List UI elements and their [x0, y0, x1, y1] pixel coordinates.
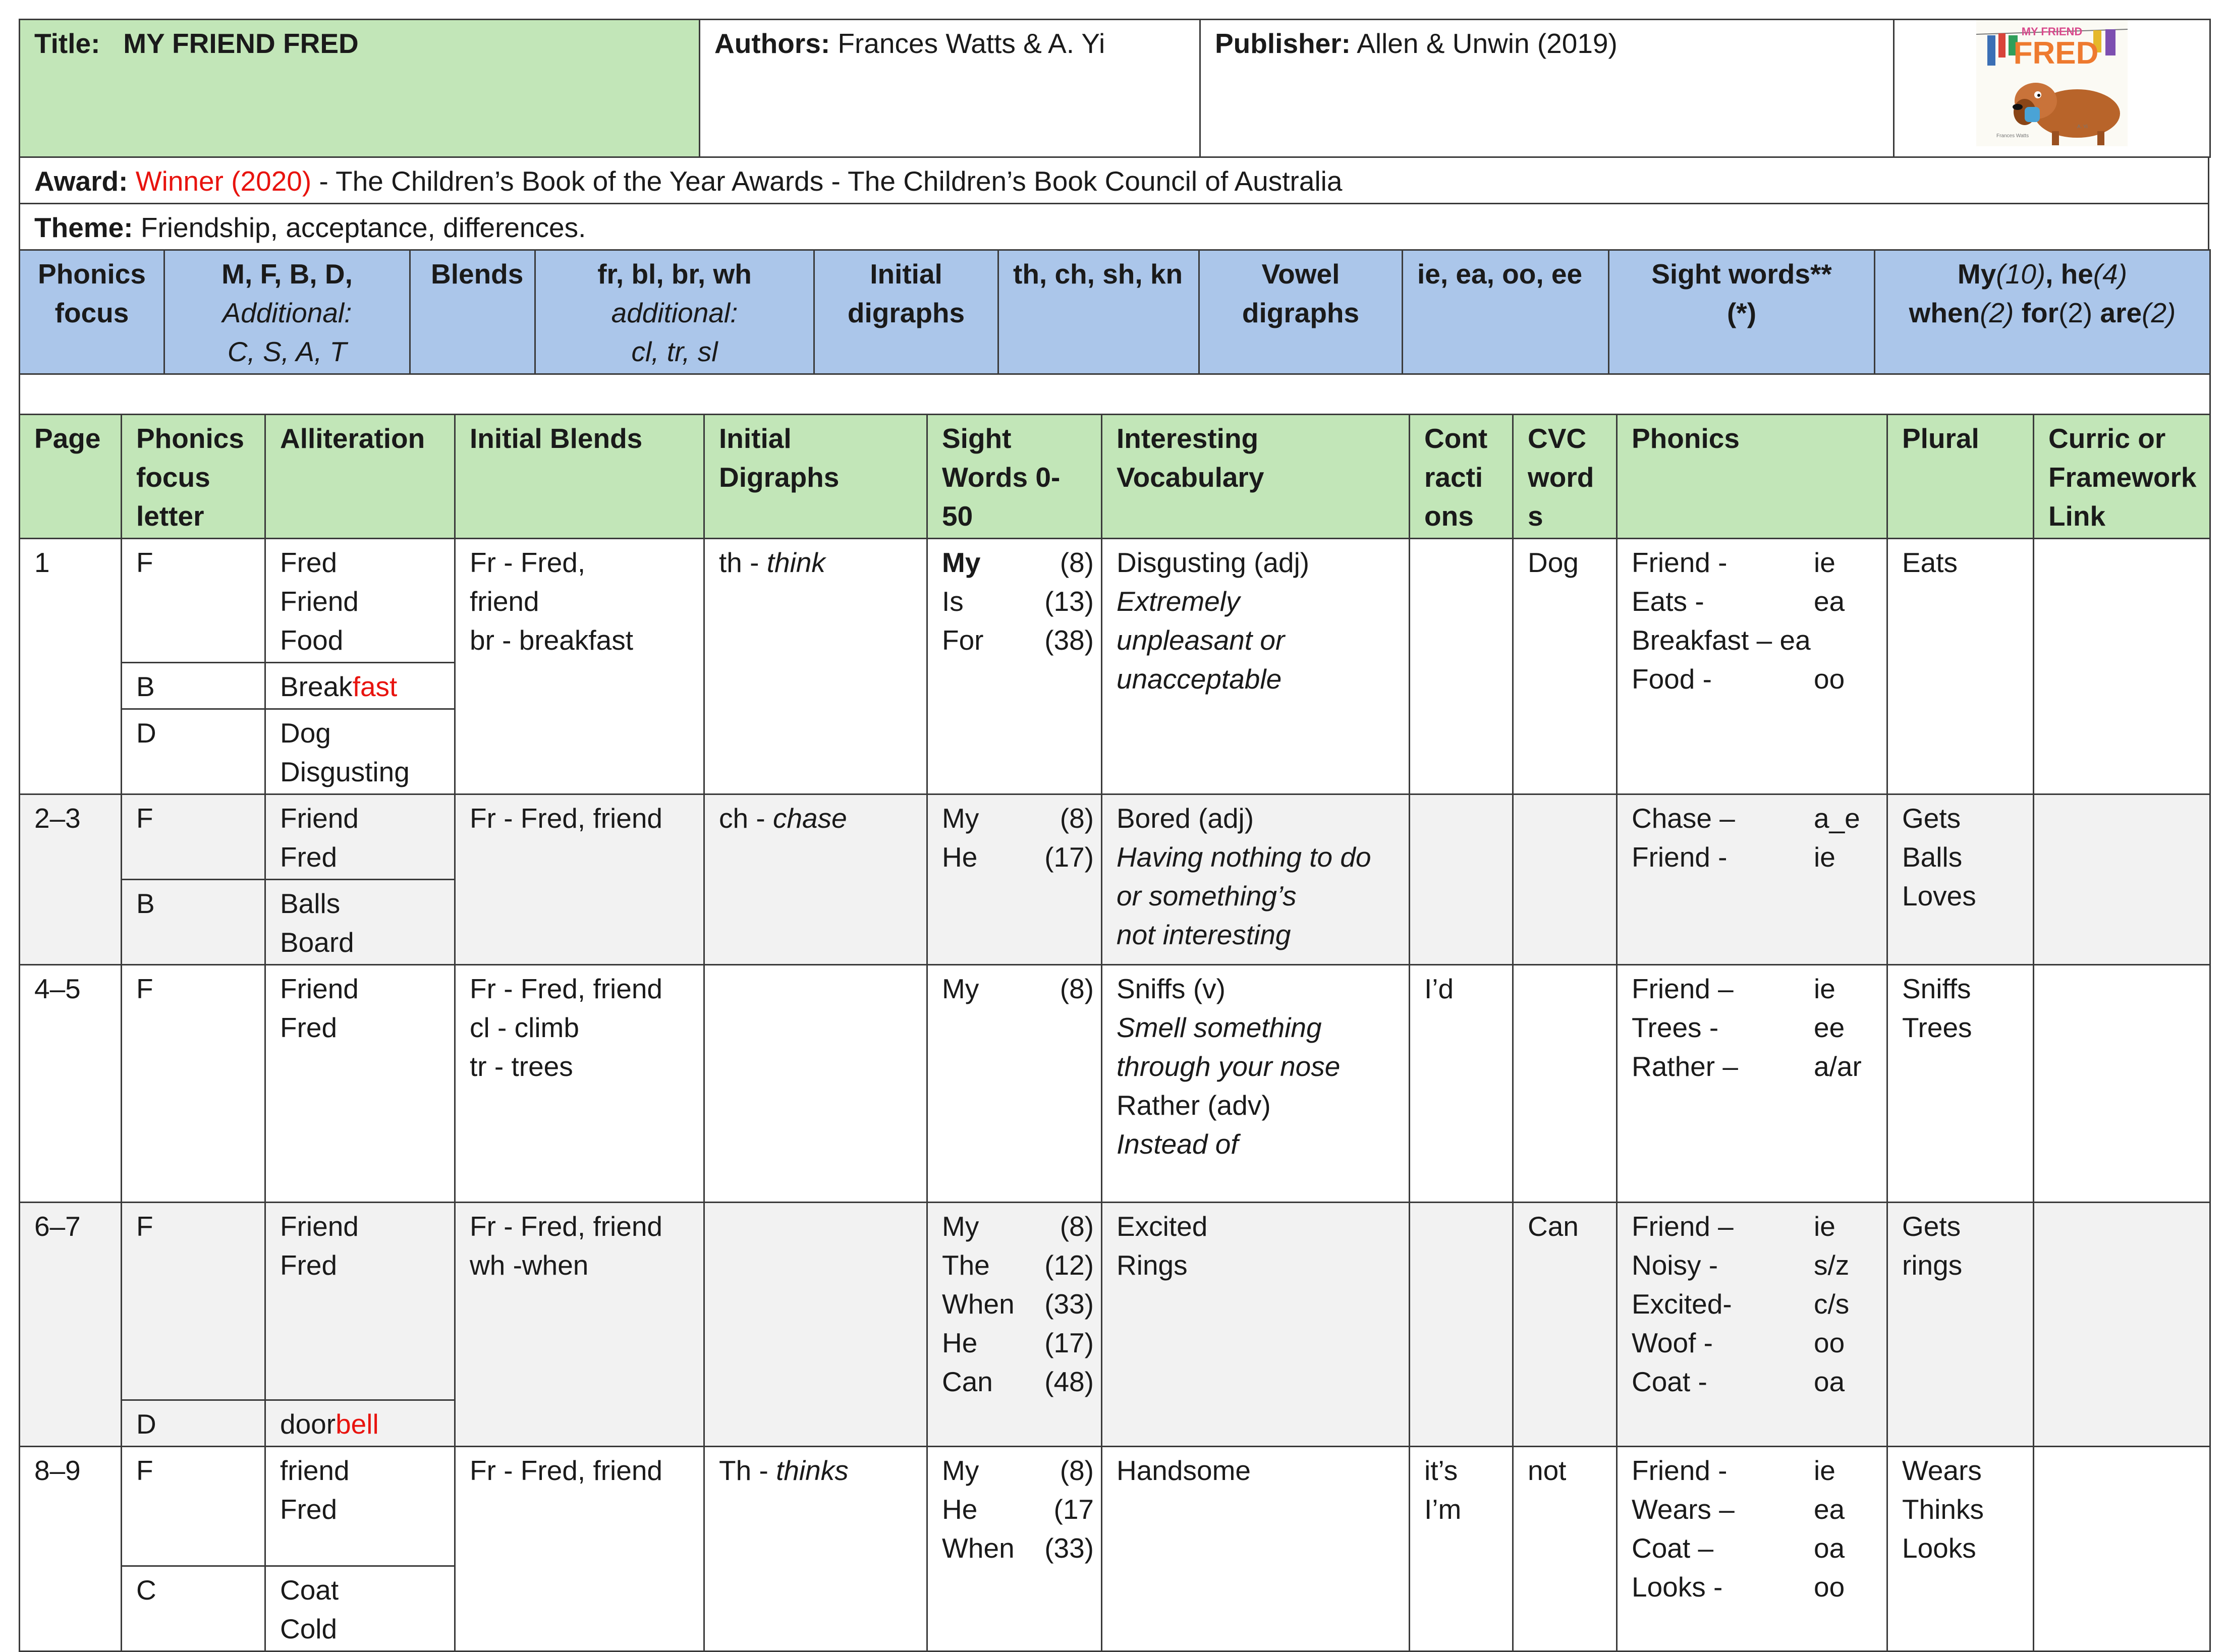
phonics-word: Friend - — [1632, 1455, 1728, 1486]
plural-word: rings — [1902, 1249, 1963, 1281]
sight-word-count: (38) — [1044, 624, 1094, 656]
alliteration-word: Disgusting — [280, 756, 410, 787]
sight-word-line — [942, 543, 1094, 582]
initial-blends — [455, 1203, 704, 1447]
col-interesting-vocabulary: Interesting Vocabulary — [1102, 415, 1410, 539]
sight-word-count: (8) — [1060, 1455, 1094, 1486]
alliteration-words — [265, 880, 455, 965]
award-highlight: Winner (2020) — [135, 165, 312, 197]
phonics-word: Eats - — [1632, 586, 1704, 617]
sight-words — [927, 1203, 1102, 1447]
phonics-line — [1632, 1207, 1879, 1246]
digraph-line — [719, 1451, 919, 1490]
initial-digraph — [704, 794, 927, 965]
phonics-word: Wears – — [1632, 1494, 1735, 1525]
plural-words — [1887, 1447, 2034, 1651]
interesting-vocabulary — [1102, 794, 1410, 965]
sight-word: For — [942, 624, 984, 656]
sight-word-count: (13) — [1044, 586, 1094, 617]
phonics-sound: ie — [1814, 547, 1835, 578]
publisher-cell: Publisher: Allen & Unwin (2019) — [1200, 20, 1894, 157]
initial-digraph — [704, 965, 927, 1203]
phonics-sound: s/z — [1814, 1249, 1850, 1281]
sight-word-count: (17) — [1044, 841, 1094, 873]
sight-word-count: (8) — [1060, 803, 1094, 834]
vocab-line: Smell something — [1117, 1012, 1322, 1043]
phonics-line — [1632, 621, 1879, 660]
curric-link — [2034, 539, 2210, 794]
alliteration-words — [265, 794, 455, 880]
phonics-sound: ie — [1814, 841, 1835, 873]
sight-word-line — [942, 799, 1094, 838]
alliteration-word: Fred — [280, 841, 338, 873]
focus-initial-digraphs: th, ch, sh, kn — [998, 250, 1199, 374]
sight-word-line — [942, 1207, 1094, 1246]
phonics-word: Coat – — [1632, 1532, 1714, 1564]
col-page: Page — [20, 415, 122, 539]
col-cvc-words: CVC word s — [1513, 415, 1617, 539]
focus-letter: B — [122, 880, 265, 965]
phonics-word: Breakfast – ea — [1632, 624, 1811, 656]
focus-letter: B — [122, 663, 265, 709]
sight-word: He — [942, 841, 978, 873]
sight-word: Can — [942, 1366, 993, 1397]
blends-label: Blends — [410, 250, 535, 374]
sight-word: My — [942, 1211, 979, 1242]
cvc-word: Can — [1528, 1211, 1579, 1242]
plural-words — [1887, 965, 2034, 1203]
focus-letter: F — [122, 794, 265, 880]
table-row — [20, 794, 2210, 880]
phonics-word: Friend – — [1632, 973, 1734, 1004]
phonics — [1617, 794, 1887, 965]
digraph-line — [719, 543, 919, 582]
interesting-vocabulary — [1102, 1203, 1410, 1447]
plural-word: Wears — [1902, 1455, 1982, 1486]
initial-digraph — [704, 1203, 927, 1447]
blend-line: tr - trees — [470, 1051, 573, 1082]
sight-word: My — [942, 973, 979, 1004]
sight-words — [927, 965, 1102, 1203]
alliteration-word: Dog — [280, 717, 331, 749]
svg-text:A. Yi: A. Yi — [2077, 124, 2088, 130]
plural-word: Trees — [1902, 1012, 1972, 1043]
col-phonics-focus-letter: Phonics focus letter — [122, 415, 265, 539]
phonics-line — [1632, 1246, 1879, 1285]
phonics-line — [1632, 838, 1879, 877]
plural-words — [1887, 1203, 2034, 1447]
table-row — [20, 965, 2210, 1203]
sight-word-count: (33) — [1044, 1532, 1094, 1564]
alliteration-word: Board — [280, 927, 354, 958]
svg-text:Frances Watts: Frances Watts — [1996, 133, 2029, 139]
table-row — [20, 539, 2210, 663]
phonics-sound: ie — [1814, 973, 1835, 1004]
initial-blends — [455, 965, 704, 1203]
alliteration-words — [265, 709, 455, 794]
contractions — [1410, 965, 1513, 1203]
alliteration-word: Cold — [280, 1613, 338, 1644]
alliteration-word: Fred — [280, 1494, 338, 1525]
plural-words — [1887, 794, 2034, 965]
focus-letter: F — [122, 965, 265, 1203]
contractions — [1410, 794, 1513, 965]
plural-word: Gets — [1902, 1211, 1961, 1242]
plural-word: Eats — [1902, 547, 1958, 578]
focus-letter: F — [122, 1203, 265, 1400]
book-cover-image — [1976, 20, 2128, 146]
contractions — [1410, 539, 1513, 794]
plural-word: Balls — [1902, 841, 1963, 873]
contractions — [1410, 1447, 1513, 1651]
phonics-line — [1632, 1047, 1879, 1086]
svg-text:MY FRIEND: MY FRIEND — [2021, 25, 2083, 38]
sight-word: My — [942, 803, 979, 834]
focus-blends: fr, bl, br, wh additional: cl, tr, sl — [535, 250, 814, 374]
phonics-sound: a_e — [1814, 803, 1860, 834]
phonics-line — [1632, 660, 1879, 699]
vocab-line: or something’s — [1117, 880, 1297, 912]
sight-word: When — [942, 1288, 1015, 1320]
spacer-row — [20, 374, 2210, 415]
blend-line: friend — [470, 586, 539, 617]
phonics-line — [1632, 1008, 1879, 1047]
sight-word: He — [942, 1327, 978, 1358]
sight-word-count: (17) — [1044, 1327, 1094, 1358]
phonics-sound: ea — [1814, 586, 1845, 617]
sight-word-count: (17 — [1053, 1494, 1094, 1525]
sight-word-line — [942, 838, 1094, 877]
sight-word-line — [942, 1324, 1094, 1362]
sight-word-count: (48) — [1044, 1366, 1094, 1397]
phonics-sound — [1814, 621, 1879, 660]
vocab-line: Rather (adv) — [1117, 1090, 1271, 1121]
alliteration-words — [265, 1400, 455, 1447]
column-header-row — [20, 415, 2210, 539]
sight-word-count: (8) — [1060, 547, 1094, 578]
alliteration-word: Fred — [280, 547, 338, 578]
word-part: Break — [280, 671, 353, 702]
vocab-line: Disgusting (adj) — [1117, 547, 1310, 578]
vocab-line: Having nothing to do — [1117, 841, 1371, 873]
phonics-sound: ie — [1814, 1455, 1835, 1486]
phonics-sound: oo — [1814, 1571, 1845, 1603]
vocab-line: Excited — [1117, 1211, 1208, 1242]
blend-line: Fr - Fred, friend — [470, 973, 663, 1004]
page-number: 1 — [20, 539, 122, 794]
sight-words — [927, 539, 1102, 794]
alliteration-words — [265, 965, 455, 1203]
initial-blends — [455, 794, 704, 965]
initial-digraph — [704, 1447, 927, 1651]
vocab-line: unacceptable — [1117, 663, 1282, 695]
plural-words — [1887, 539, 2034, 794]
alliteration-word: Fred — [280, 1012, 338, 1043]
sight-word: When — [942, 1532, 1015, 1564]
vocab-line: through your nose — [1117, 1051, 1341, 1082]
col-phonics: Phonics — [1617, 415, 1887, 539]
phonics-focus-label: Phonics focus — [20, 250, 164, 374]
phonics-sound: ie — [1814, 1211, 1835, 1242]
sight-word-line — [942, 970, 1094, 1008]
page-number: 8–9 — [20, 1447, 122, 1651]
phonics-word: Friend - — [1632, 841, 1728, 873]
sight-word-line — [942, 1362, 1094, 1401]
phonics-sound: a/ar — [1814, 1051, 1862, 1082]
phonics-sound: oo — [1814, 1327, 1845, 1358]
phonics — [1617, 539, 1887, 794]
focus-letter: D — [122, 709, 265, 794]
focus-letter: F — [122, 539, 265, 663]
phonics-sound: c/s — [1814, 1288, 1850, 1320]
plural-word: Gets — [1902, 803, 1961, 834]
phonics-word: Rather – — [1632, 1051, 1738, 1082]
curric-link — [2034, 965, 2210, 1203]
alliteration-word: Friend — [280, 803, 359, 834]
vocab-line: Extremely — [1117, 586, 1240, 617]
theme-cell: Theme: Friendship, acceptance, differences. — [20, 204, 2209, 250]
contraction: I’m — [1424, 1494, 1462, 1525]
sight-word-line — [942, 1490, 1094, 1529]
alliteration-word: Friend — [280, 586, 359, 617]
sight-words — [927, 1447, 1102, 1651]
phonics — [1617, 1203, 1887, 1447]
alliteration-words — [265, 663, 455, 709]
analysis-rows — [20, 539, 2210, 1651]
alliteration-word — [280, 667, 447, 706]
vocab-line: Instead of — [1117, 1128, 1239, 1160]
interesting-vocabulary — [1102, 539, 1410, 794]
cvc-word: Dog — [1528, 547, 1579, 578]
focus-vowel-digraphs: ie, ea, oo, ee — [1403, 250, 1609, 374]
sight-word-line — [942, 1529, 1094, 1568]
plural-word: Loves — [1902, 880, 1976, 912]
sight-words-label: Sight words** (*) — [1609, 250, 1875, 374]
page-number: 2–3 — [20, 794, 122, 965]
sight-word-line — [942, 1285, 1094, 1324]
cvc-words — [1513, 965, 1617, 1203]
sight-word-count: (33) — [1044, 1288, 1094, 1320]
sight-words — [927, 794, 1102, 965]
blend-line: Fr - Fred, — [470, 547, 586, 578]
phonics-word: Noisy - — [1632, 1249, 1718, 1281]
alliteration-word: Coat — [280, 1574, 339, 1606]
title-cell: Title: MY FRIEND FRED — [20, 20, 700, 157]
analysis-table — [19, 414, 2211, 1652]
phonics-sound: ee — [1814, 1012, 1845, 1043]
sight-word-line — [942, 621, 1094, 660]
phonics-word: Excited- — [1632, 1288, 1732, 1320]
vocab-line: unpleasant or — [1117, 624, 1285, 656]
contraction: I’d — [1424, 973, 1454, 1004]
initial-digraphs-label: Initial digraphs — [814, 250, 998, 374]
book-title: MY FRIEND FRED — [123, 28, 359, 59]
col-initial-digraphs: Initial Digraphs — [704, 415, 927, 539]
initial-blends — [455, 1447, 704, 1651]
word-part: bell — [336, 1408, 379, 1440]
phonics-line — [1632, 799, 1879, 838]
phonics — [1617, 965, 1887, 1203]
phonics-line — [1632, 543, 1879, 582]
digraph-word: chase — [772, 803, 847, 834]
cvc-words — [1513, 1203, 1617, 1447]
blend-line: Fr - Fred, friend — [470, 1211, 663, 1242]
phonics-word: Trees - — [1632, 1012, 1719, 1043]
sight-word: Is — [942, 586, 964, 617]
table-row — [20, 1447, 2210, 1566]
alliteration-word: friend — [280, 1455, 350, 1486]
sight-word-line — [942, 1246, 1094, 1285]
phonics-word: Coat - — [1632, 1366, 1707, 1397]
initial-digraph — [704, 539, 927, 794]
phonics-word: Woof - — [1632, 1327, 1713, 1358]
cvc-words — [1513, 794, 1617, 965]
digraph-line — [719, 799, 919, 838]
cvc-words — [1513, 539, 1617, 794]
focus-sight-words: My(10), he(4) when(2) for(2) are(2) — [1875, 250, 2210, 374]
blend-line: cl - climb — [470, 1012, 579, 1043]
phonics-sound: oa — [1814, 1532, 1845, 1564]
sight-word: He — [942, 1494, 978, 1525]
vocab-line: Sniffs (v) — [1117, 973, 1226, 1004]
alliteration-word: Friend — [280, 1211, 359, 1242]
col-contractions: Cont racti ons — [1410, 415, 1513, 539]
blend-line: Fr - Fred, friend — [470, 803, 663, 834]
digraph-word: thinks — [776, 1455, 849, 1486]
vocab-line: Handsome — [1117, 1455, 1251, 1486]
curric-link — [2034, 1447, 2210, 1651]
sight-word-line — [942, 1451, 1094, 1490]
phonics-word: Looks - — [1632, 1571, 1723, 1603]
phonics — [1617, 1447, 1887, 1651]
header-table — [19, 19, 2211, 158]
svg-text:FRED: FRED — [2013, 36, 2099, 71]
vocab-line: not interesting — [1117, 919, 1291, 950]
table-row — [20, 1203, 2210, 1400]
phonics-word: Friend – — [1632, 1211, 1734, 1242]
phonics-sound: oo — [1814, 663, 1845, 695]
alliteration-word: Food — [280, 624, 344, 656]
digraph-prefix: ch - — [719, 803, 773, 834]
interesting-vocabulary — [1102, 965, 1410, 1203]
word-part: fast — [352, 671, 398, 702]
phonics-line — [1632, 582, 1879, 621]
phonics-line — [1632, 1451, 1879, 1490]
phonics-sound: oa — [1814, 1366, 1845, 1397]
focus-letter: F — [122, 1447, 265, 1566]
col-initial-blends: Initial Blends — [455, 415, 704, 539]
vocab-line: Rings — [1117, 1249, 1188, 1281]
plural-word: Sniffs — [1902, 973, 1971, 1004]
phonics-word: Friend - — [1632, 547, 1728, 578]
phonics-line — [1632, 1490, 1879, 1529]
digraph-prefix: Th - — [719, 1455, 776, 1486]
authors-cell: Authors: Frances Watts & A. Yi — [700, 20, 1200, 157]
alliteration-word: Balls — [280, 888, 341, 919]
alliteration-word — [280, 1405, 447, 1444]
blend-line: br - breakfast — [470, 624, 634, 656]
phonics-line — [1632, 1529, 1879, 1568]
sight-word-count: (8) — [1060, 1211, 1094, 1242]
phonics-sound: ea — [1814, 1494, 1845, 1525]
col-alliteration: Alliteration — [265, 415, 455, 539]
alliteration-words — [265, 1566, 455, 1651]
col-curric: Curric or Framework Link — [2034, 415, 2210, 539]
sight-word: My — [942, 1455, 979, 1486]
award-theme-table — [19, 156, 2209, 251]
alliteration-word: Friend — [280, 973, 359, 1004]
vowel-digraphs-label: Vowel digraphs — [1199, 250, 1403, 374]
digraph-prefix: th - — [719, 547, 767, 578]
alliteration-words — [265, 539, 455, 663]
plural-word: Looks — [1902, 1532, 1976, 1564]
sight-word: My — [942, 547, 981, 578]
book-analysis-document — [19, 19, 2209, 1652]
cvc-word: not — [1528, 1455, 1567, 1486]
alliteration-words — [265, 1447, 455, 1566]
contraction: it’s — [1424, 1455, 1458, 1486]
contractions — [1410, 1203, 1513, 1447]
book-cover-cell — [1894, 20, 2210, 157]
alliteration-words — [265, 1203, 455, 1400]
phonics-line — [1632, 1285, 1879, 1324]
col-sight-words: Sight Words 0- 50 — [927, 415, 1102, 539]
interesting-vocabulary — [1102, 1447, 1410, 1651]
phonics-line — [1632, 1568, 1879, 1607]
col-plural: Plural — [1887, 415, 2034, 539]
focus-letter: D — [122, 1400, 265, 1447]
phonics-line — [1632, 1362, 1879, 1401]
curric-link — [2034, 1203, 2210, 1447]
page-number: 4–5 — [20, 965, 122, 1203]
digraph-word: think — [766, 547, 825, 578]
sight-word: The — [942, 1249, 990, 1281]
cvc-words — [1513, 1447, 1617, 1651]
vocab-line: Bored (adj) — [1117, 803, 1254, 834]
initial-blends — [455, 539, 704, 794]
phonics-line — [1632, 1324, 1879, 1362]
sight-word-line — [942, 582, 1094, 621]
focus-letters: M, F, B, D, Additional: C, S, A, T — [164, 250, 410, 374]
curric-link — [2034, 794, 2210, 965]
focus-bar-table — [19, 249, 2211, 415]
plural-word: Thinks — [1902, 1494, 1984, 1525]
sight-word-count: (12) — [1044, 1249, 1094, 1281]
phonics-line — [1632, 970, 1879, 1008]
page-number: 6–7 — [20, 1203, 122, 1447]
alliteration-word: Fred — [280, 1249, 338, 1281]
word-part: door — [280, 1408, 336, 1440]
blend-line: wh -when — [470, 1249, 589, 1281]
award-cell: Award: Winner (2020) - The Children’s Book of the Year Awards - The Children’s Book Council of Australia — [20, 157, 2209, 204]
blend-line: Fr - Fred, friend — [470, 1455, 663, 1486]
sight-word-count: (8) — [1060, 973, 1094, 1004]
focus-letter: C — [122, 1566, 265, 1651]
phonics-word: Chase – — [1632, 803, 1735, 834]
phonics-word: Food - — [1632, 663, 1712, 695]
